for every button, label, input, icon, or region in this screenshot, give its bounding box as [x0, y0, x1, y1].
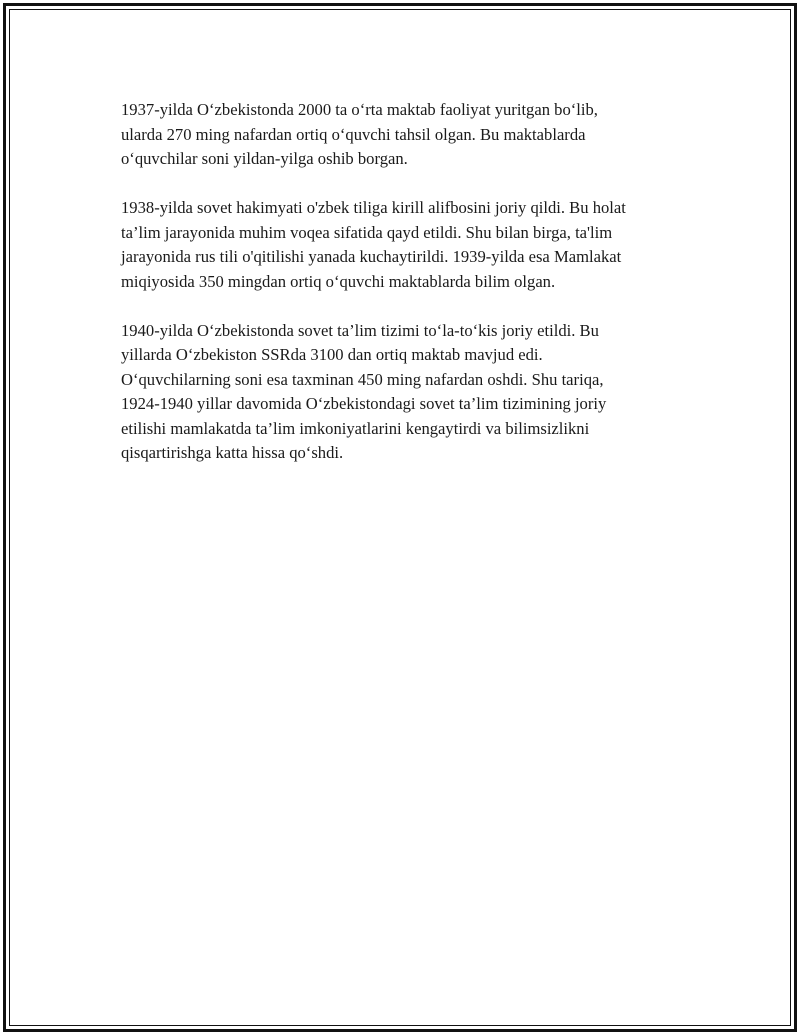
document-body — [121, 98, 701, 490]
paragraph-1940: 1940-yilda O‘zbekistonda sovet ta’lim tizimi to‘la-to‘kis joriy etildi. Bu yillarda O‘zbekiston SSRda 3100 dan ortiq maktab mavjud edi. O‘quvchilarning soni esa taxminan 450 ming nafardan oshdi. Shu tariqa, 1924-1940 yillar davomida O‘zbekistondagi sovet ta’lim tizimining joriy etilishi mamlakatda ta’lim imkoniyatlarini kengaytirdi va bilimsizlikni qisqartirishga katta hissa qo‘shdi. — [121, 320, 607, 462]
page-border — [3, 3, 797, 1032]
paragraph-1938: 1938-yilda sovet hakimyati o'zbek tiliga kirill alifbosini joriy qildi. Bu holat ta’lim jarayonida muhim voqea sifatida qayd etildi. Shu bilan birga, ta'lim jarayonida rus tili o'qitilishi yanada kuchaytirildi. 1939-yilda esa Mamlakat miqiyosida 350 mingdan ortiq o‘quvchi maktablarda bilim olgan. — [121, 198, 626, 291]
paragraph-1937: 1937-yilda O‘zbekistonda 2000 ta o‘rta maktab faoliyat yuritgan bo‘lib, ularda 270 ming nafardan ortiq o‘quvchi tahsil olgan. Bu maktablarda o‘quvchilar soni yildan-yilga oshib borgan. — [121, 100, 598, 168]
